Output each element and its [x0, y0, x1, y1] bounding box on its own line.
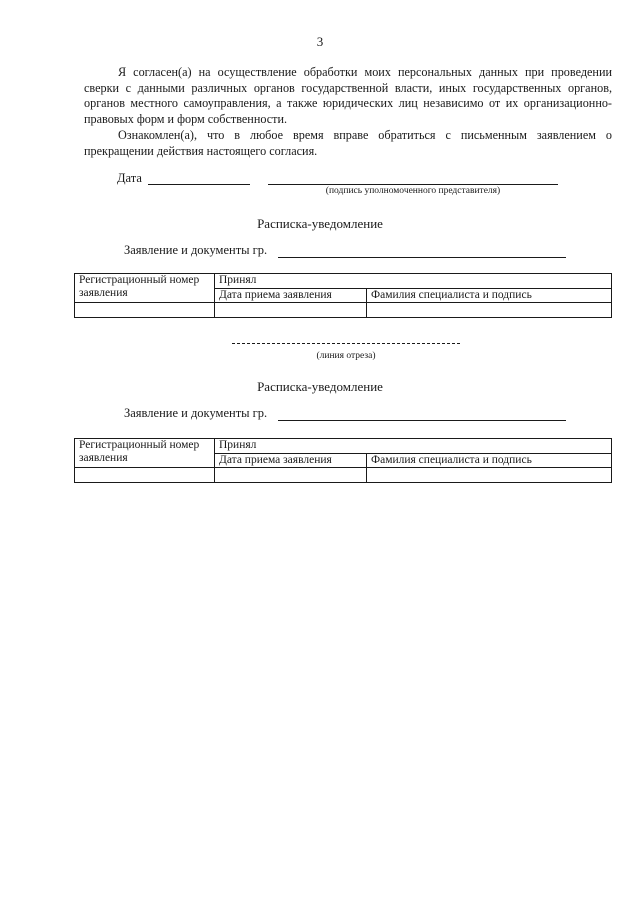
receipt-heading: Расписка-уведомление [257, 216, 383, 231]
reg-number-cell [75, 303, 215, 318]
reg-number-header: Регистрационный номер заявления [75, 439, 215, 468]
accepted-header: Принял [215, 274, 612, 289]
applicant-name-line [278, 257, 566, 258]
acknowledgement-paragraph: Ознакомлен(а), что в любое время вправе обратиться с письменным заявлением о прекращении действия настоящего согласия. [84, 128, 612, 158]
date-field-line [148, 184, 250, 185]
acceptance-date-cell [215, 303, 367, 318]
cut-line [232, 343, 460, 344]
signature-field-line [268, 184, 558, 185]
date-label: Дата [117, 171, 142, 185]
accepted-header: Принял [215, 439, 612, 454]
page-number: 3 [316, 34, 324, 49]
signature-caption: (подпись уполномоченного представителя) [325, 186, 501, 196]
acceptance-date-header: Дата приема заявления [215, 454, 367, 468]
applicant-name-line [278, 420, 566, 421]
specialist-cell [367, 468, 612, 483]
acceptance-date-header: Дата приема заявления [215, 289, 367, 303]
reg-number-header: Регистрационный номер заявления [75, 274, 215, 303]
receipt-table [74, 438, 612, 483]
documents-label: Заявление и документы гр. [124, 406, 268, 420]
specialist-header: Фамилия специалиста и подпись [367, 454, 612, 468]
documents-label: Заявление и документы гр. [124, 243, 268, 257]
specialist-cell [367, 303, 612, 318]
acceptance-date-cell [215, 468, 367, 483]
reg-number-cell [75, 468, 215, 483]
receipt-heading: Расписка-уведомление [257, 379, 383, 394]
receipt-table [74, 273, 612, 318]
cut-line-caption: (линия отреза) [316, 351, 376, 361]
specialist-header: Фамилия специалиста и подпись [367, 289, 612, 303]
consent-paragraph: Я согласен(а) на осуществление обработки моих персональных данных при проведении сверки с данными различных органов государственной власти, иных государственных органов, органов местного самоуправления, а также юридических лиц независимо от их организационно-правовых форм и форм собственности. [84, 65, 612, 126]
